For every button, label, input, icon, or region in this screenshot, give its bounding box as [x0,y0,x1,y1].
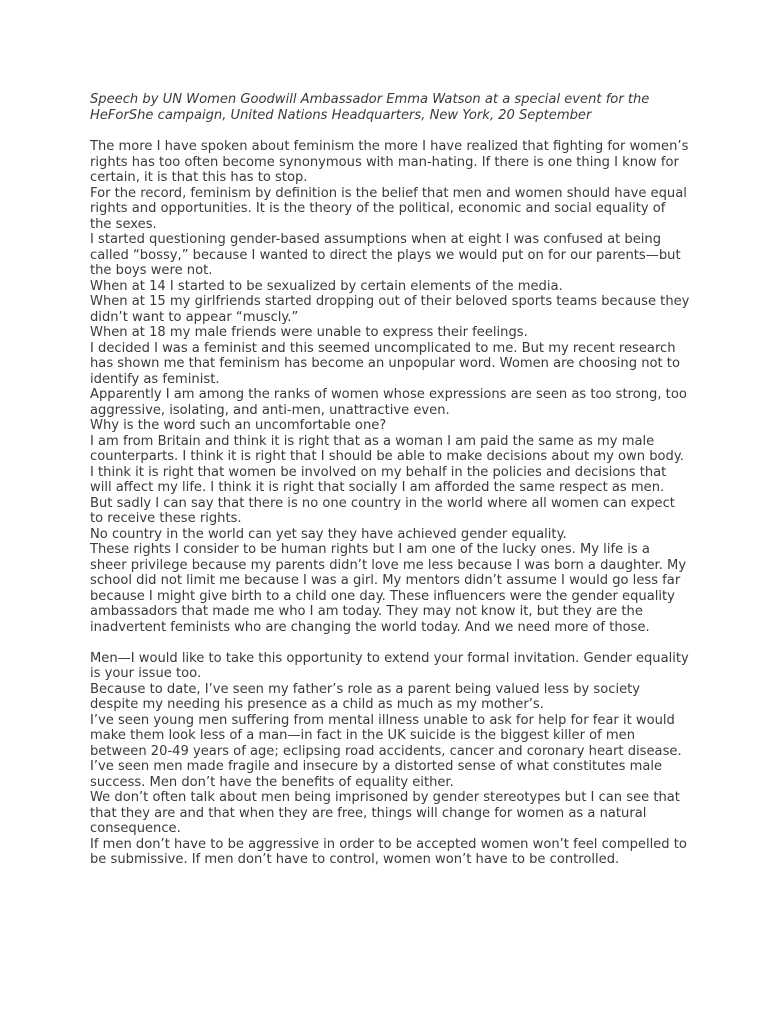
paragraph: For the record, feminism by definition is the belief that men and women should have equal rights and opportunities. It is the theory of the political, economic and social equality of the sexes. [90,185,687,232]
paragraph: I am from Britain and think it is right that as a woman I am paid the same as my male counterparts. I think it is right that I should be able to make decisions about my own body. I think it is right that women be involved on my behalf in the policies and decisions that will affect my life. I think it is right that socially I am afforded the same respect as men. But sadly I can say that there is no one country in the world where all women can expect to receive these rights. [90,433,684,526]
paragraph: I decided I was a feminist and this seemed uncomplicated to me. But my recent research has shown me that feminism has become an unpopular word. Women are choosing not to identify as feminist. [90,340,680,387]
paragraph: Apparently I am among the ranks of women whose expressions are seen as too strong, too aggressive, isolating, and anti-men, unattractive even. [90,387,687,418]
paragraph: We don’t often talk about men being imprisoned by gender stereotypes but I can see that that they are and that when they are free, things will change for women as a natural consequence. [90,790,680,836]
paragraph: I started questioning gender-based assumptions when at eight I was confused at being called “bossy,” because I wanted to direct the plays we would put on for our parents—but the boys were not. [90,232,681,278]
blank-line [90,635,690,651]
paragraph: When at 14 I started to be sexualized by certain elements of the media. [90,278,563,294]
paragraph: The more I have spoken about feminism the more I have realized that fighting for women’s rights has too often become synonymous with man-hating. If there is one thing I know for certain, it is that this has to stop. [90,139,689,185]
paragraph: When at 15 my girlfriends started dropping out of their beloved sports teams because they didn’t want to appear “muscly.” [90,294,690,325]
section-1 [90,139,690,635]
paragraph: When at 18 my male friends were unable to express their feelings. [90,325,528,340]
speech-heading: Speech by UN Women Goodwill Ambassador Emma Watson at a special event for the HeForShe campaign, United Nations Headquarters, New York, 20 September [90,92,650,123]
paragraph: If men don’t have to be aggressive in order to be accepted women won’t feel compelled to be submissive. If men don’t have to control, women won’t have to be controlled. [90,836,687,867]
paragraph: Why is the word such an uncomfortable one? [90,418,387,433]
document-page [90,92,690,868]
paragraph: Men—I would like to take this opportunity to extend your formal invitation. Gender equality is your issue too. [90,650,689,681]
paragraph: No country in the world can yet say they have achieved gender equality. [90,526,567,542]
section-2 [90,651,690,868]
paragraph: These rights I consider to be human rights but I am one of the lucky ones. My life is a sheer privilege because my parents didn’t love me less because I was born a daughter. My school did not limit me because I was a girl. My mentors didn’t assume I would go less far because I might give birth to a child one day. These influencers were the gender equality ambassadors that made me who I am today. They may not know it, but they are the inadvertent feminists who are changing the world today. And we need more of those. [90,542,687,635]
paragraph: I’ve seen young men suffering from mental illness unable to ask for help for fear it would make them look less of a man—in fact in the UK suicide is the biggest killer of men between 20-49 years of age; eclipsing road accidents, cancer and coronary heart disease. I’ve seen men made fragile and insecure by a distorted sense of what constitutes male success. Men don’t have the benefits of equality either. [90,712,682,790]
paragraph: Because to date, I’ve seen my father’s role as a parent being valued less by society despite my needing his presence as a child as much as my mother’s. [90,681,641,712]
